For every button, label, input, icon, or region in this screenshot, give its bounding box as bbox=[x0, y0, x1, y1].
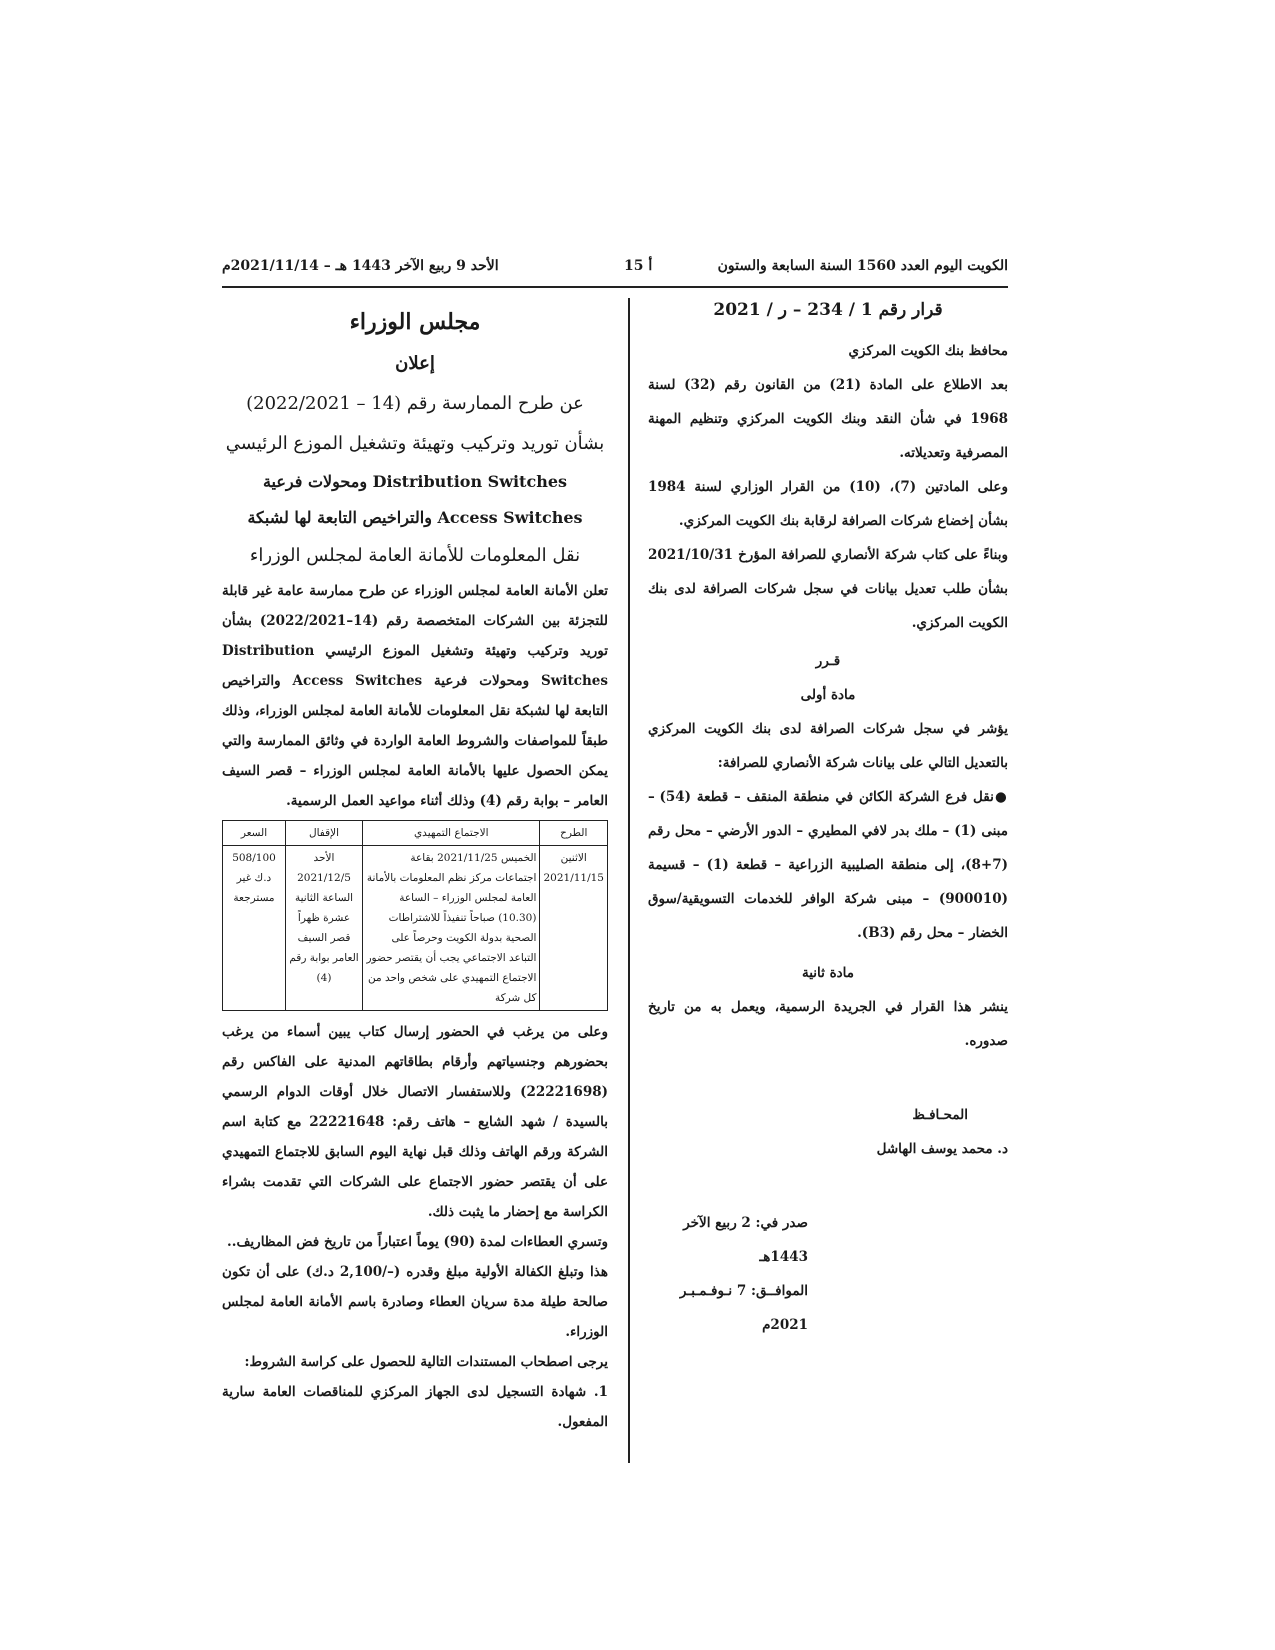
validity-paragraph: وتسري العطاءات لمدة (90) يوماً اعتباراً من تاريخ فض المظاريف.. bbox=[227, 1234, 608, 1250]
article-1-bullet: ●نقل فرع الشركة الكائن في منطقة المنقف – قطعة (54) – مبنى (1) – ملك بدر لافي المطيري – الدور الأرضي – محل رقم (7+8)، إلى منطقة الصليبية الزراعية – قطعة (1) – قسيمة (900010) – مبنى شركة الوافر للخدمات التسويقية/سوق الخضار – محل رقم (B3). bbox=[648, 789, 1008, 941]
announcement-column bbox=[222, 300, 608, 1437]
decree-title: قرار رقم 1 / 234 – ر / 2021 bbox=[713, 300, 943, 320]
cell-preliminary-meeting: الخميس 2021/11/25 بقاعة اجتماعات مركز نظم المعلومات بالأمانة العامة لمجلس الوزراء – الساعة (10.30) صباحاً تنفيذاً للاشتراطات الصحية بدولة الكويت وحرصاً على التباعد الاجتماعي يجب أن يقتصر حضور الاجتماع التمهيدي على شخص واحد من كل شركة bbox=[363, 846, 540, 1011]
decree-decided: قـرر bbox=[815, 653, 841, 669]
header-page-number: أ 15 bbox=[624, 258, 653, 274]
col-header-closing: الإقفال bbox=[286, 821, 363, 846]
council-title: مجلس الوزراء bbox=[349, 309, 481, 335]
documents-paragraph: يرجى اصطحاب المستندات التالية للحصول على كراسة الشروط: bbox=[244, 1354, 608, 1370]
col-header-offering: الطرح bbox=[540, 821, 608, 846]
decree-para-1: بعد الاطلاع على المادة (21) من القانون رقم (32) لسنة 1968 في شأن النقد وبنك الكويت المركزي وتنظيم المهنة المصرفية وتعديلاته. bbox=[648, 377, 1009, 461]
issue-date-block bbox=[648, 1206, 1008, 1342]
signature-block bbox=[648, 1098, 1008, 1166]
document-item-1: 1. شهادة التسجيل لدى الجهاز المركزي للمناقصات العامة سارية المفعول. bbox=[222, 1384, 608, 1430]
cell-closing: الأحد 2021/12/5 الساعة الثانية عشرة ظهراً قصر السيف العامر بوابة رقم (4) bbox=[286, 846, 363, 1011]
tender-table-header bbox=[223, 821, 608, 846]
header-divider bbox=[222, 286, 1008, 288]
guarantee-paragraph: هذا وتبلغ الكفالة الأولية مبلغ وقدره (–/2,100 د.ك) على أن تكون صالحة طيلة مدة سريان العطاء وصادرة باسم الأمانة العامة لمجلس الوزراء. bbox=[222, 1264, 608, 1340]
table-row bbox=[223, 846, 608, 1011]
tender-subject-3: Distribution Switches ومحولات فرعية bbox=[262, 472, 568, 491]
issued-gregorian: الموافــق: 7 نـوفـمـبـر 2021م bbox=[679, 1283, 808, 1333]
article-1-title: مادة أولى bbox=[800, 687, 856, 703]
cell-price: 508/100 د.ك غير مسترجعة bbox=[223, 846, 286, 1011]
col-header-preliminary-meeting: الاجتماع التمهيدي bbox=[363, 821, 540, 846]
column-divider bbox=[628, 298, 630, 1463]
col-header-price: السعر bbox=[223, 821, 286, 846]
decree-para-2: وعلى المادتين (7)، (10) من القرار الوزاري لسنة 1984 بشأن إخضاع شركات الصرافة لرقابة بنك الكويت المركزي. bbox=[648, 479, 1008, 529]
article-2-text: ينشر هذا القرار في الجريدة الرسمية، ويعمل به من تاريخ صدوره. bbox=[648, 999, 1008, 1049]
tender-table bbox=[222, 820, 608, 1011]
article-1-text: يؤشر في سجل شركات الصرافة لدى بنك الكويت المركزي بالتعديل التالي على بيانات شركة الأنصاري للصرافة: bbox=[648, 721, 1008, 771]
tender-subject-4: Access Switches والتراخيص التابعة لها لشبكة bbox=[247, 508, 583, 527]
tender-subject-2: بشأن توريد وتركيب وتهيئة وتشغيل الموزع الرئيسي bbox=[225, 433, 605, 454]
decree-issuer: محافظ بنك الكويت المركزي bbox=[848, 343, 1008, 359]
announcement-intro: تعلن الأمانة العامة لمجلس الوزراء عن طرح ممارسة عامة غير قابلة للتجزئة بين الشركات المتخصصة رقم (14–2022/2021) بشأن توريد وتركيب وتهيئة وتشغيل الموزع الرئيسي Distribution Switches ومحولات فرعية Access Switches والتراخيص التابعة لها لشبكة نقل المعلومات للأمانة العامة لمجلس الوزراء، وذلك طبقاً للمواصفات والشروط العامة الواردة في وثائق الممارسة والتي يمكن الحصول عليها بالأمانة العامة لمجلس الوزراء – قصر السيف العامر – بوابة رقم (4) وذلك أثناء مواعيد العمل الرسمية. bbox=[222, 583, 608, 809]
announcement-label: إعلان bbox=[395, 353, 435, 374]
page-header bbox=[222, 258, 1008, 284]
header-date: الأحد 9 ربيع الآخر 1443 هـ – 2021/11/14م bbox=[222, 258, 499, 274]
issued-hijri: صدر في: 2 ربيع الآخر 1443هـ bbox=[683, 1215, 808, 1265]
tender-subject-5: نقل المعلومات للأمانة العامة لمجلس الوزراء bbox=[249, 545, 581, 566]
article-2-title: مادة ثانية bbox=[801, 965, 855, 981]
header-publication: الكويت اليوم العدد 1560 السنة السابعة والستون bbox=[717, 258, 1008, 274]
governor-label: المحـافـظ bbox=[912, 1107, 968, 1123]
tender-subject-1: عن طرح الممارسة رقم (14 – 2022/2021) bbox=[246, 393, 584, 414]
governor-name: د. محمد يوسف الهاشل bbox=[876, 1141, 1008, 1157]
attendance-paragraph: وعلى من يرغب في الحضور إرسال كتاب يبين أسماء من يرغب بحضورهم وجنسياتهم وأرقام بطاقاتهم المدنية على الفاكس رقم (22221698) وللاستفسار الاتصال خلال أوقات الدوام الرسمي بالسيدة / شهد الشايع – هاتف رقم: 22221648 مع كتابة اسم الشركة ورقم الهاتف وذلك قبل نهاية اليوم السابق للاجتماع التمهيدي على أن يقتصر حضور الاجتماع على الشركات التي تقدمت بشراء الكراسة مع إحضار ما يثبت ذلك. bbox=[222, 1024, 608, 1220]
decree-column bbox=[648, 300, 1008, 1342]
decree-para-3: وبناءً على كتاب شركة الأنصاري للصرافة المؤرخ 2021/10/31 بشأن طلب تعديل بيانات في سجل شركات الصرافة لدى بنك الكويت المركزي. bbox=[648, 547, 1008, 631]
cell-offering: الاثنين 2021/11/15 bbox=[540, 846, 608, 1011]
